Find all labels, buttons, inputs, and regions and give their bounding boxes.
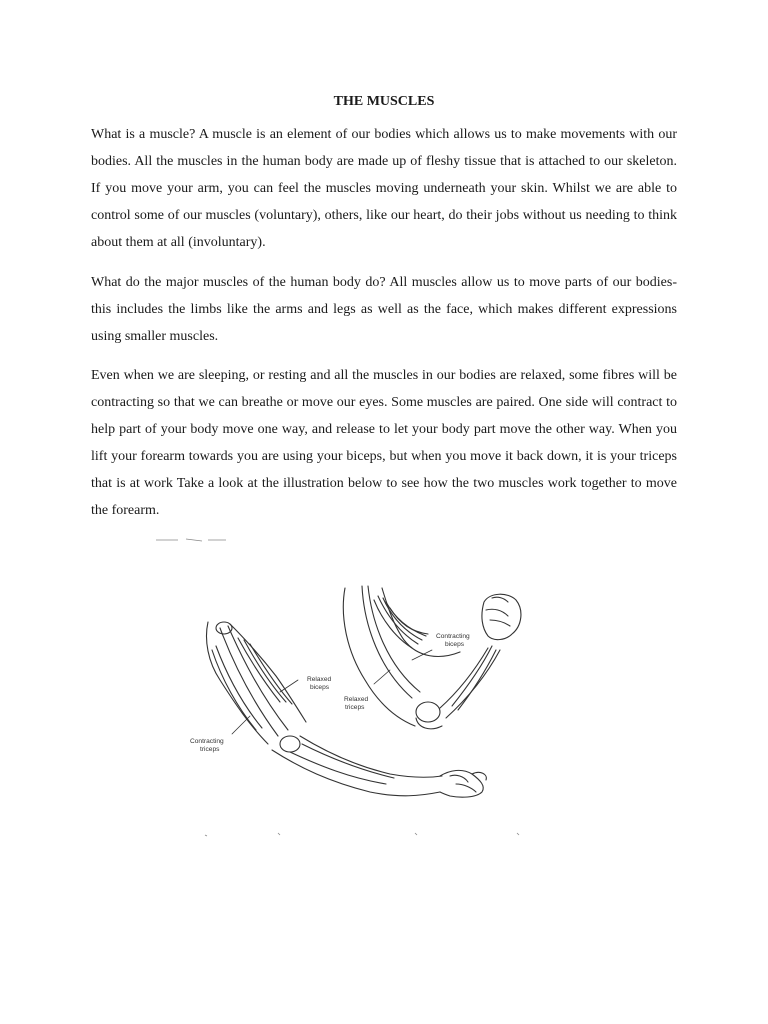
bent-arm-drawing (343, 586, 521, 729)
label-relaxed-triceps-line1: Relaxed (344, 696, 369, 703)
label-relaxed-biceps-line1: Relaxed (307, 676, 332, 683)
label-contracting-biceps-line2: biceps (445, 641, 465, 648)
paragraph-major-muscles: What do the major muscles of the human body do? All muscles allow us to move parts of our bodies-this includes the limbs like the arms and legs as well as the face, which makes different expressions using smaller muscles. (91, 275, 677, 344)
scan-marks (156, 539, 519, 836)
paragraph-what-is-muscle: What is a muscle? A muscle is an element of our bodies which allows us to make movements with our bodies. All the muscles in the human body are made up of fleshy tissue that is attached to our skeleton. If you move your arm, you can feel the muscles moving underneath your skin. Whilst we are able to control some of our muscles (voluntary), others, like our heart, do their jobs without us needing to think about them at all (involuntary). (91, 127, 677, 250)
label-relaxed-triceps-line2: triceps (345, 704, 365, 711)
page-title: THE MUSCLES (333, 94, 435, 109)
label-contracting-biceps-line1: Contracting (436, 633, 470, 640)
paragraph-paired-muscles: Even when we are sleeping, or resting and all the muscles in our bodies are relaxed, some fibres will be contracting so that we can breathe or move our eyes. Some muscles are paired. One side will contract to help part of your body move one way, and release to let your body part move the other way. When you lift your forearm towards you are using your biceps, but when you move it back down, it is your triceps that is at work Take a look at the illustration below to see how the two muscles work together to move the forearm. (91, 368, 677, 518)
label-relaxed-biceps-line2: biceps (310, 684, 330, 691)
label-contracting-triceps-line2: triceps (200, 746, 220, 753)
label-contracting-triceps-line1: Contracting (190, 738, 224, 745)
arm-muscles-illustration (150, 530, 550, 840)
